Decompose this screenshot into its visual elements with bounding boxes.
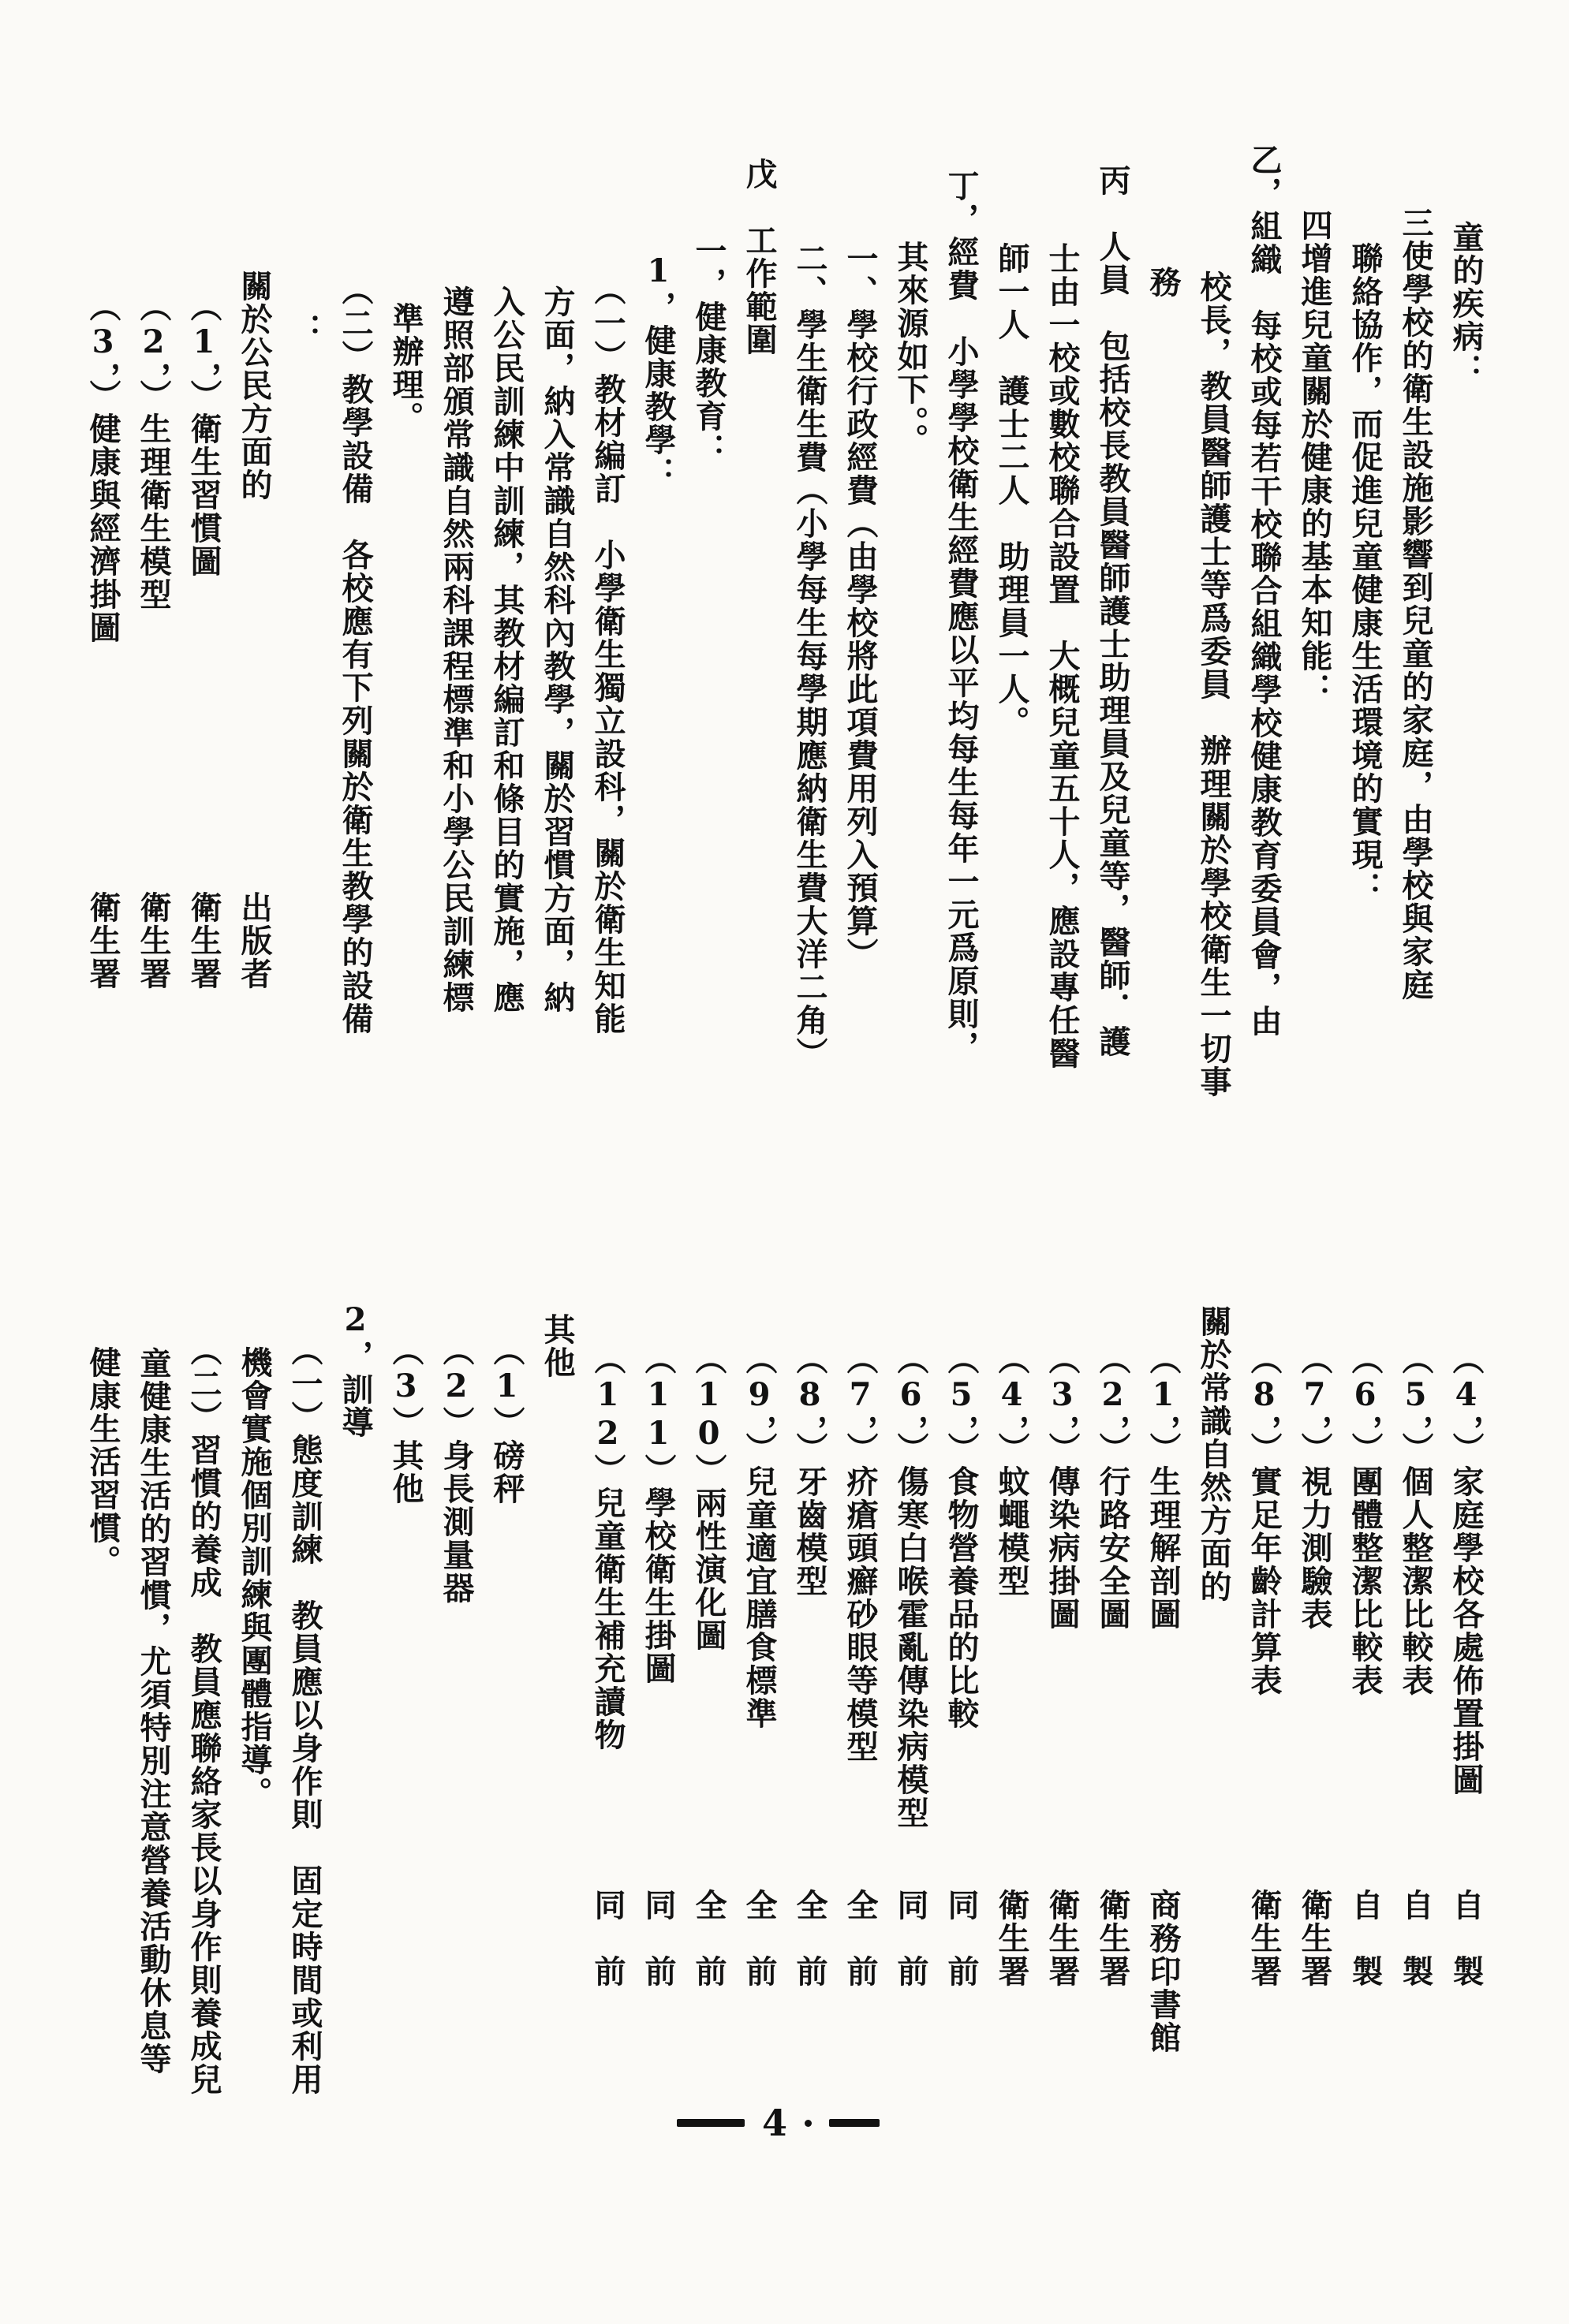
text-column <box>885 142 936 1199</box>
text-column <box>128 142 178 1199</box>
column-text: 童的疾病： <box>1448 221 1485 386</box>
footer-dash-left <box>677 2119 745 2127</box>
text-column <box>532 1285 582 2082</box>
column-text: 三使學校的衛生設施影響到兒童的家庭，由學校與家庭 <box>1397 207 1434 1002</box>
column-text: 四增進兒童關於健康的基本知能： <box>1296 209 1333 706</box>
column-text: （二）教學設備 各校應有下列關於衛生教學的設備 <box>337 274 374 1035</box>
column-text: （8，）牙齒模型 <box>791 1343 828 1598</box>
text-column <box>1440 1285 1491 2082</box>
text-column <box>330 1285 380 2082</box>
text-column <box>1390 142 1440 1199</box>
text-column <box>1339 1285 1390 2082</box>
footer-dot <box>805 2120 812 2127</box>
publisher-label: 全 前 <box>690 1889 727 1988</box>
column-text: （7，）視力測驗表 <box>1296 1343 1333 1631</box>
text-column <box>1037 1285 1087 2082</box>
page-number: 4 <box>762 2102 788 2144</box>
publisher-label: 衛生署 <box>84 891 121 990</box>
column-text: 準辦理。 <box>387 302 424 435</box>
column-text: （二）習慣的養成 教員應聯絡家長以身作則養成兒 <box>185 1334 222 2096</box>
publisher-label: 衛生署 <box>993 1889 1030 1988</box>
column-text: 其他 <box>539 1313 576 1379</box>
column-text: （1，）衛生習慣圖 <box>185 290 222 578</box>
column-text: 一，健康教育： <box>690 234 727 466</box>
column-text: 乙，組織 每校或每若干校聯合組織學校健康教育委員會，由 <box>1246 144 1283 1038</box>
column-text: 師一人 護士二人 助理員一人。 <box>993 242 1030 739</box>
text-column <box>1440 142 1491 1199</box>
text-column <box>835 1285 885 2082</box>
text-column <box>734 142 784 1199</box>
text-column <box>784 1285 835 2082</box>
column-text: ： <box>286 313 323 346</box>
publisher-label: 同 前 <box>943 1889 980 1988</box>
text-column <box>1339 142 1390 1199</box>
publisher-label: 衛生署 <box>135 891 172 990</box>
text-column <box>582 1285 633 2082</box>
column-text: 健康生活習慣。 <box>84 1346 121 1578</box>
text-column <box>1238 142 1289 1199</box>
column-text: （3）其他 <box>387 1334 424 1505</box>
column-text: （6，）傷寒白喉霍亂傳染病模型 <box>892 1343 929 1830</box>
column-text: （4，）家庭學校各處佈置掛圖 <box>1448 1343 1485 1796</box>
publisher-label: 全 前 <box>842 1889 879 1988</box>
text-column <box>481 1285 532 2082</box>
column-text: （5，）食物營養品的比較 <box>943 1343 980 1730</box>
column-text: 丁，經費 小學學校衛生經費應以平均每生每年一元爲原則， <box>943 170 980 1064</box>
column-text: 1，健康教學： <box>640 252 677 490</box>
text-column <box>431 142 481 1199</box>
column-text: （8，）實足年齡計算表 <box>1246 1343 1283 1697</box>
text-column <box>1289 1285 1339 2082</box>
text-column <box>1087 142 1138 1199</box>
publisher-label: 衛生署 <box>1296 1889 1333 1988</box>
column-text: （一）態度訓練 教員應以身作則 固定時間或利用 <box>286 1334 323 2096</box>
column-text: 其來源如下。。 <box>892 241 929 457</box>
column-text: （5，）個人整潔比較表 <box>1397 1343 1434 1697</box>
text-column <box>380 142 431 1199</box>
text-column <box>128 1285 178 2082</box>
publisher-label: 同 前 <box>892 1889 929 1988</box>
text-column <box>683 1285 734 2082</box>
column-text: （3，）傳染病掛圖 <box>1044 1343 1081 1631</box>
text-column <box>885 1285 936 2082</box>
text-column <box>330 142 380 1199</box>
text-column <box>683 142 734 1199</box>
column-text: （6，）團體整潔比較表 <box>1347 1343 1384 1697</box>
publisher-label: 出版者 <box>236 891 273 990</box>
column-text: 校長，教員醫師護士等爲委員 辦理關於學校衛生一切事 <box>1195 270 1232 1099</box>
column-text: 二、學生衛生費（小學每生每學期應納衛生費大洋二角） <box>791 242 828 1070</box>
column-text: （12）兒童衛生補充讀物 <box>589 1343 626 1751</box>
column-text: （1，）生理解剖圖 <box>1145 1343 1182 1631</box>
text-column <box>1138 142 1188 1199</box>
page-footer <box>677 2104 880 2142</box>
text-column <box>279 142 330 1199</box>
column-text: 2，訓導 <box>337 1301 374 1439</box>
column-text: 務 <box>1145 266 1182 299</box>
column-text: 聯絡協作，而促進兒童健康生活環境的實現： <box>1347 242 1384 905</box>
publisher-label: 衛生署 <box>1044 1889 1081 1988</box>
publisher-label: 同 前 <box>640 1889 677 1988</box>
text-column <box>532 142 582 1199</box>
column-text: （一）教材編訂 小學衛生獨立設科，關於衛生知能 <box>589 274 626 1035</box>
text-column <box>936 142 986 1199</box>
text-column <box>1188 142 1238 1199</box>
top-block <box>77 142 1491 1199</box>
publisher-label: 同 前 <box>589 1889 626 1988</box>
text-column <box>1138 1285 1188 2082</box>
text-column <box>1390 1285 1440 2082</box>
text-column <box>633 1285 683 2082</box>
column-text: （2）身長測量器 <box>438 1334 475 1605</box>
text-column <box>936 1285 986 2082</box>
text-column <box>77 1285 128 2082</box>
text-column <box>986 1285 1037 2082</box>
publisher-label: 自 製 <box>1347 1889 1384 1988</box>
column-text: （3，）健康與經濟掛圖 <box>84 290 121 644</box>
footer-dash-right <box>829 2119 880 2127</box>
column-text: 戊 工作範圍 <box>741 158 778 356</box>
text-column <box>633 142 683 1199</box>
text-column <box>229 142 279 1199</box>
column-text: 方面，納入常識自然科內教學，關於習慣方面，納 <box>539 285 576 1014</box>
column-text: 遵照部頒常識自然兩科課程標準和小學公民訓練標 <box>438 285 475 1014</box>
column-text: （2，）行路安全圖 <box>1094 1343 1131 1631</box>
text-column <box>481 142 532 1199</box>
text-column <box>1188 1285 1238 2082</box>
text-column <box>380 1285 431 2082</box>
column-text: （7，）疥瘡頭癬砂眼等模型 <box>842 1343 879 1763</box>
column-text: 一、學校行政經費（由學校將此項費用列入預算） <box>842 242 879 971</box>
publisher-label: 衛生署 <box>1246 1889 1283 1988</box>
column-text: （4，）蚊蠅模型 <box>993 1343 1030 1598</box>
text-column <box>229 1285 279 2082</box>
text-column <box>835 142 885 1199</box>
publisher-label: 全 前 <box>741 1889 778 1988</box>
text-column <box>431 1285 481 2082</box>
bottom-block <box>77 1285 1491 2096</box>
text-column <box>178 142 229 1199</box>
column-text: 童健康生活的習慣，尤須特別注意營養活動休息等 <box>135 1347 172 2076</box>
text-column <box>1037 142 1087 1199</box>
publisher-label: 衛生署 <box>185 891 222 990</box>
text-column <box>582 142 633 1199</box>
column-text: 入公民訓練中訓練，其教材編訂和條目的實施，應 <box>488 285 525 1014</box>
publisher-label: 商務印書館 <box>1145 1889 1182 2054</box>
text-column <box>1238 1285 1289 2082</box>
text-column <box>734 1285 784 2082</box>
publisher-label: 全 前 <box>791 1889 828 1988</box>
column-text: 丙 人員 包括校長教員醫師護士助理員及兒童等，醫師．護 <box>1094 164 1131 1058</box>
column-text: （9，）兒童適宜膳食標準 <box>741 1343 778 1730</box>
column-text: 機會實施個別訓練與團體指導。 <box>236 1346 273 1810</box>
text-column <box>784 142 835 1199</box>
text-column <box>1087 1285 1138 2082</box>
column-text: 關於公民方面的 <box>236 270 273 502</box>
column-text: 士由一校或數校聯合設置 大概兒童五十人，應設專任醫 <box>1044 242 1081 1070</box>
text-column <box>279 1285 330 2096</box>
publisher-label: 自 製 <box>1448 1889 1485 1988</box>
text-column <box>178 1285 229 2096</box>
text-column <box>986 142 1037 1199</box>
column-text: 關於常識自然方面的 <box>1195 1305 1232 1603</box>
publisher-label: 自 製 <box>1397 1889 1434 1988</box>
publisher-label: 衛生署 <box>1094 1889 1131 1988</box>
column-text: （11）學校衛生掛圖 <box>640 1343 677 1685</box>
text-column <box>77 142 128 1199</box>
column-text: （2，）生理衛生模型 <box>135 290 172 611</box>
column-text: （1）磅秤 <box>488 1334 525 1505</box>
text-column <box>1289 142 1339 1199</box>
column-text: （10）兩性演化圖 <box>690 1343 727 1652</box>
